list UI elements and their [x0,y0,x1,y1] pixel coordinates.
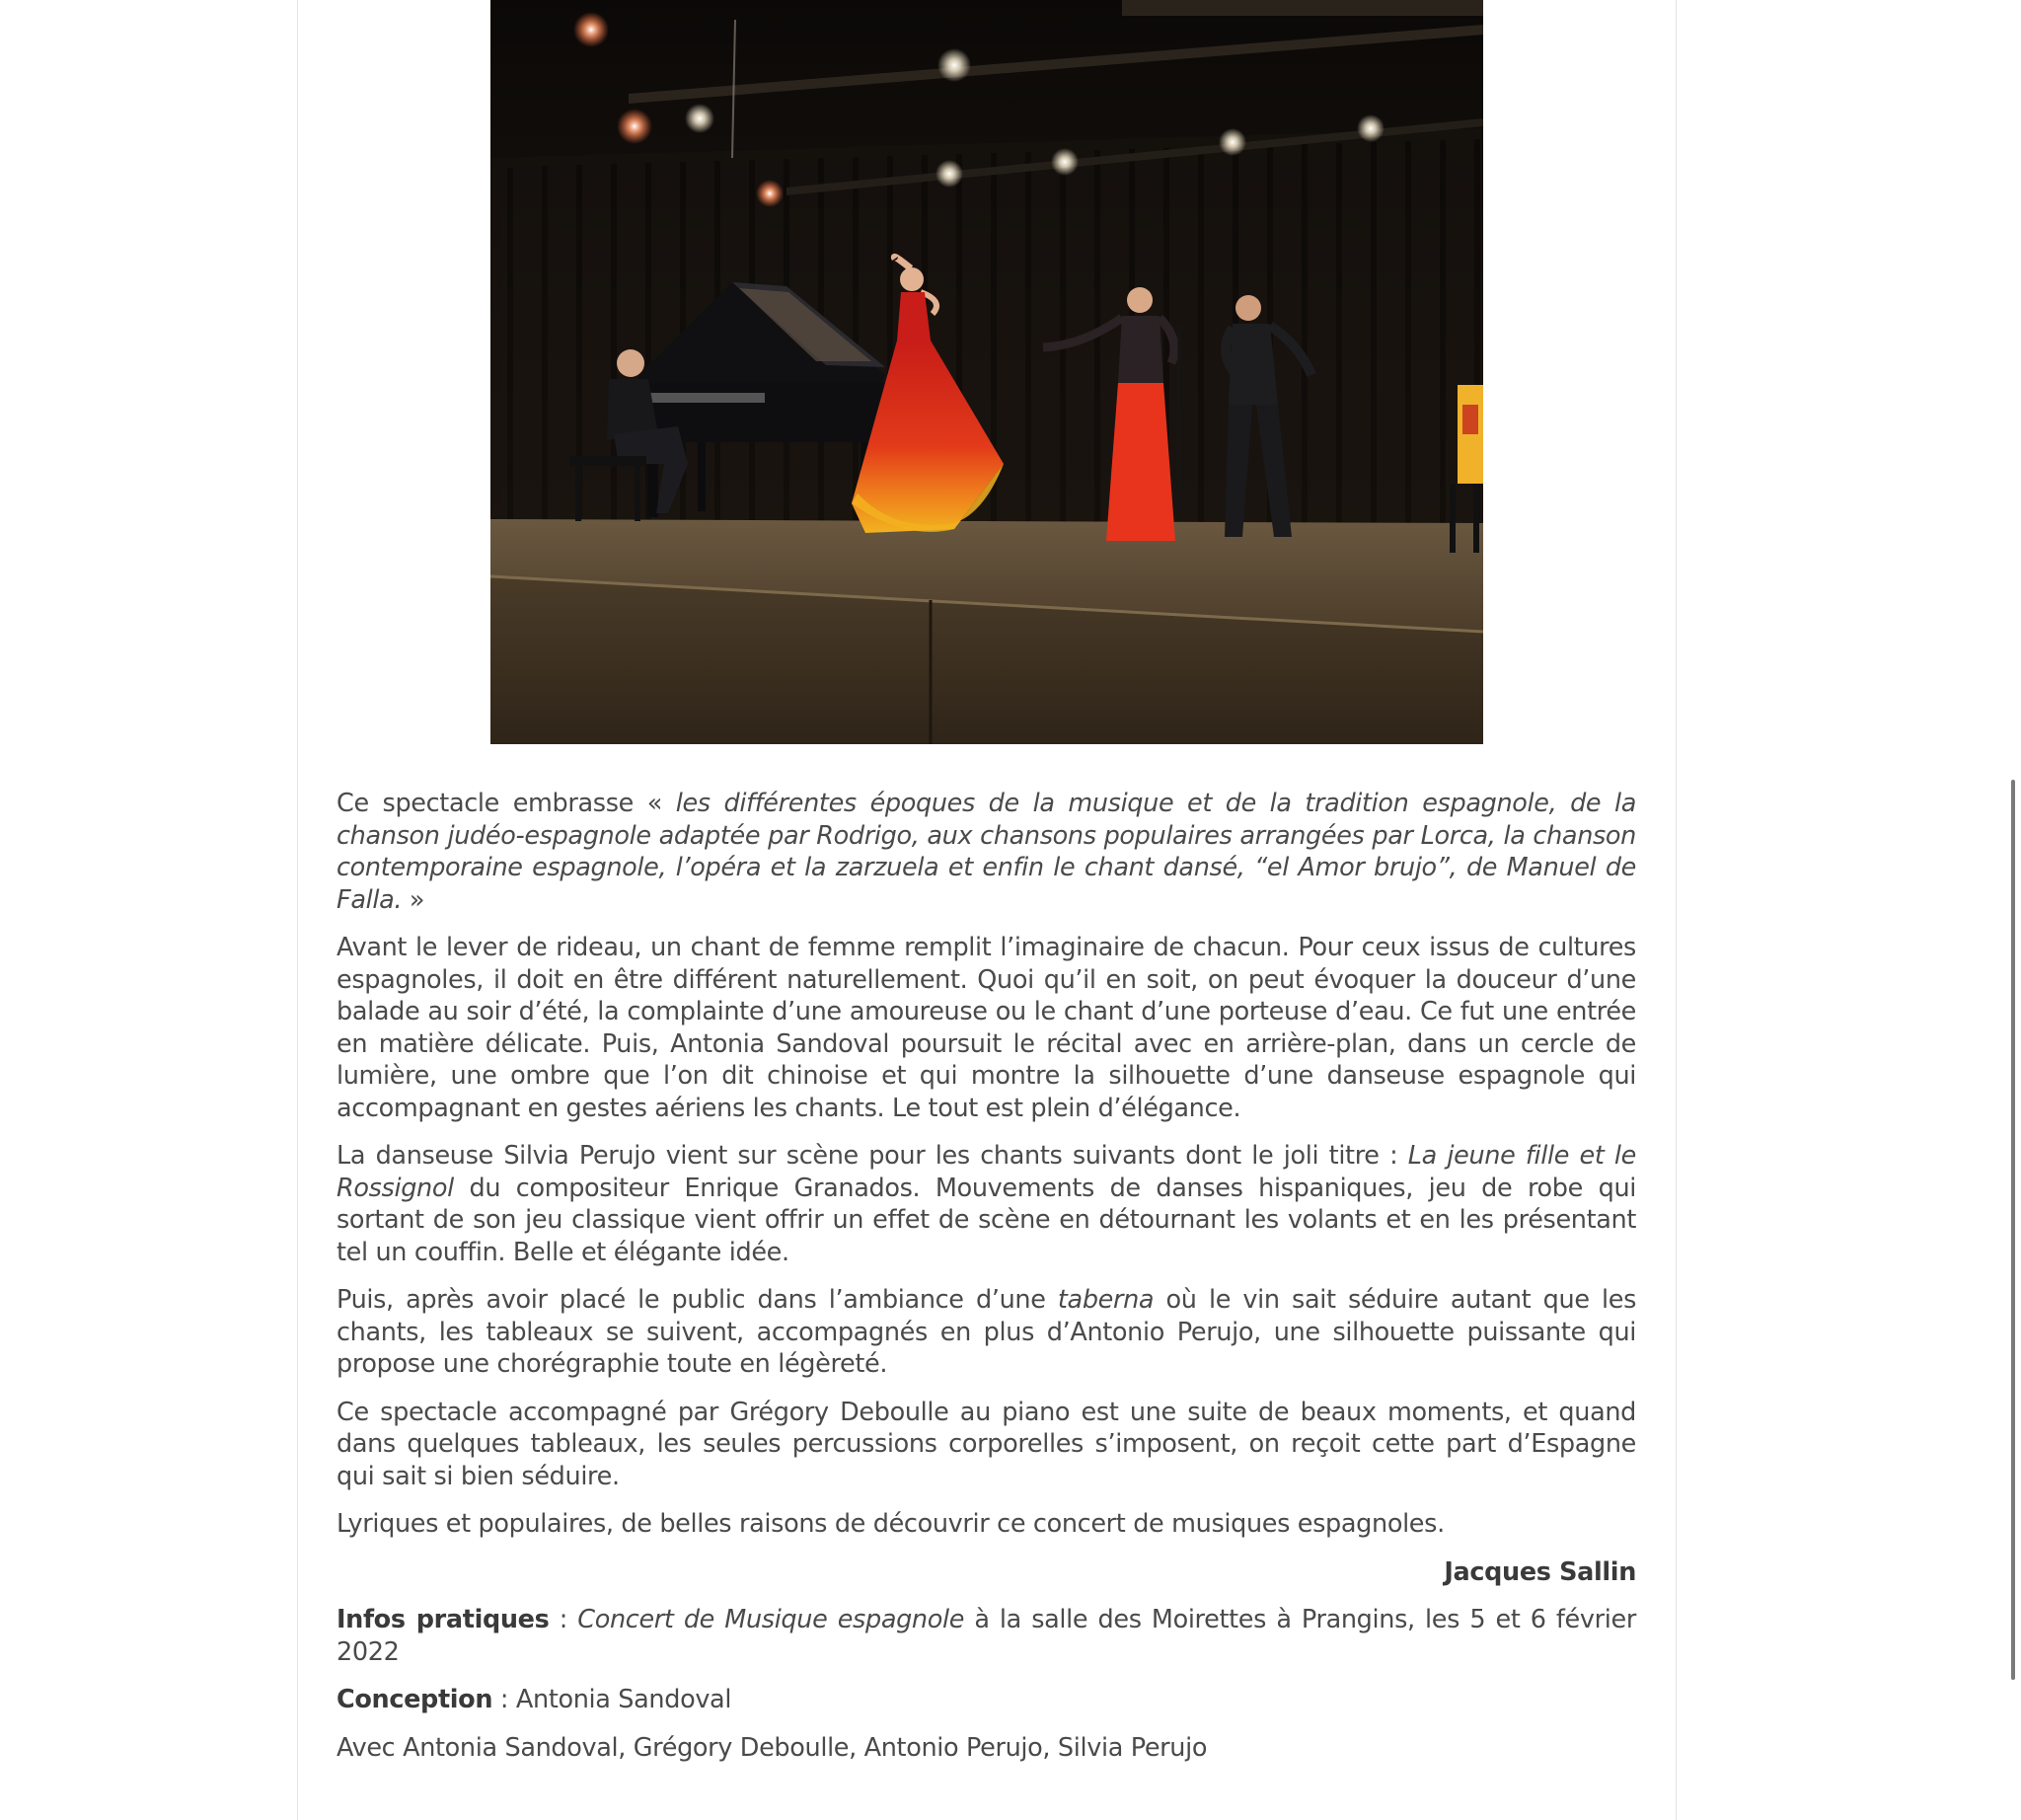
article-body [337,788,1636,1780]
cast-credit: Avec Antonia Sandoval, Grégory Deboulle, Antonio Perujo, Silvia Perujo [337,1732,1208,1763]
practical-info: Infos pratiques : Concert de Musique espagnole à la salle des Moirettes à Prangins, les 5 et 6 février 2022 [337,1605,1636,1667]
paragraph-piano: Ce spectacle accompagné par Grégory Deboulle au piano est une suite de beaux moments, et quand dans quelques tableaux, les seules percussions corporelles s’imposent, on reçoit cette part d’Espagne qui sait si bien séduire. [337,1397,1636,1491]
paragraph-intro: Ce spectacle embrasse « les différentes époques de la musique et de la tradition espagnole, de la chanson judéo-espagnole adaptée par Rodrigo, aux chansons populaires arrangées par Lorca, la chanson contemporaine espagnole, l’opéra et la zarzuela et enfin le chant dansé, “el Amor brujo”, de Manuel de Falla. » [337,789,1636,915]
stage-photo [490,0,1483,744]
paragraph-conclusion: Lyriques et populaires, de belles raisons de découvrir ce concert de musiques espagnoles. [337,1509,1445,1539]
paragraph-dancer: La danseuse Silvia Perujo vient sur scène pour les chants suivants dont le joli titre : La jeune fille et le Rossignol du compositeur Enrique Granados. Mouvements de danses hispaniques, jeu de robe qui sortant de son jeu classique vient offrir un effet de scène en détournant les volants et en les présentant tel un couffin. Belle et élégante idée. [337,1141,1637,1267]
paragraph-opening: Avant le lever de rideau, un chant de femme remplit l’imaginaire de chacun. Pour ceux issus de cultures espagnoles, il doit en être différent naturellement. Quoi qu’il en soit, on peut évoquer la douceur d’une balade au soir d’été, la complainte d’une amoureuse ou le chant d’une porteuse d’eau. Ce fut une entrée en matière délicate. Puis, Antonia Sandoval poursuit le récital avec en arrière-plan, dans un cercle de lumière, une ombre que l’on dit chinoise et qui montre la silhouette d’une danseuse espagnole qui accompagnant en gestes aériens les chants. Le tout est plein d’élégance. [337,933,1636,1123]
conception-credit: Conception : Antonia Sandoval [337,1685,732,1714]
paragraph-taberna: Puis, après avoir placé le public dans l’ambiance d’une taberna où le vin sait séduire autant que les chants, les tableaux se suivent, accompagnés en plus d’Antonio Perujo, une silhouette puissante qui propose une chorégraphie toute en légèreté. [337,1285,1637,1379]
author-signature: Jacques Sallin [1444,1556,1636,1587]
scrollbar-thumb[interactable] [2011,780,2015,1680]
